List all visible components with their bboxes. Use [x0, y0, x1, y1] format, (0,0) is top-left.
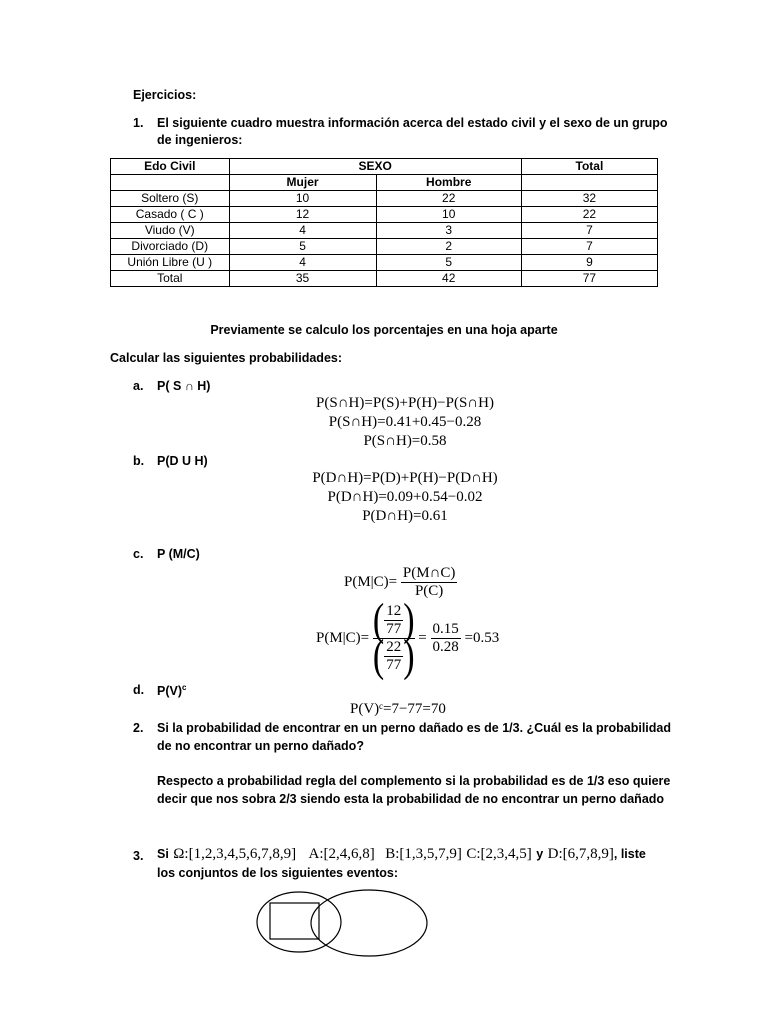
item-a-label: a. — [133, 379, 144, 393]
cell-mujer: 10 — [229, 191, 376, 207]
eq2-big-numerator: ( $\frac{12}{77}$ ) — [372, 594, 415, 645]
table-row — [111, 223, 658, 239]
exercise-1-text-line2: de ingenieros: — [157, 133, 243, 147]
item-c-label: c. — [133, 547, 144, 561]
eq2-big-denominator: ( $\frac{22}{77}$ ) — [372, 630, 415, 681]
item-a-eq2: P(S∩H)=0.41+0.45−0.28 — [328, 414, 482, 430]
item-b-label: b. — [133, 454, 145, 468]
cell-mujer: 4 — [229, 255, 376, 271]
item-b-eq2: P(D∩H)=0.09+0.54−0.02 — [327, 489, 483, 505]
table-row — [111, 239, 658, 255]
item-b-eq1: P(D∩H)=P(D)+P(H)−P(D∩H) — [312, 470, 498, 486]
venn-diagram — [250, 888, 440, 960]
item-c-text: P (M/C) — [157, 547, 200, 561]
header-civil: Edo Civil — [111, 159, 230, 175]
eq2-mid-num: 0.15 — [432, 621, 459, 637]
row-label: Unión Libre (U ) — [111, 255, 230, 271]
exercise-2-a-line2: decir que nos sobra 2/3 siendo esta la probabilidad de no encontrar un perno dañado — [157, 792, 665, 806]
header-empty — [521, 175, 657, 191]
f2-den: 77 — [386, 657, 402, 673]
cell-total: 7 — [521, 223, 657, 239]
item-a-text: P( S ∩ H) — [157, 379, 211, 393]
item-b-text: P(D U H) — [157, 454, 208, 468]
calc-title: Calcular las siguientes probabilidades: — [110, 351, 343, 365]
cell-total: 9 — [521, 255, 657, 271]
item-a-eq1: P(S∩H)=P(S)+P(H)−P(S∩H) — [316, 395, 494, 411]
row-label: Soltero (S) — [111, 191, 230, 207]
item-a-eq3: P(S∩H)=0.58 — [363, 433, 447, 449]
exercise-3-line1 — [157, 845, 646, 863]
table-row — [111, 255, 658, 271]
table-row — [111, 271, 658, 287]
eq1-lhs: P(M|C)= — [344, 574, 398, 590]
note-text: Previamente se calculo los porcentajes en una hoja aparte — [210, 323, 558, 337]
ex3-set-c: C:[2,3,4,5] — [466, 846, 532, 862]
page-heading: Ejercicios: — [133, 88, 197, 102]
eq1-denominator: P(C) — [414, 583, 444, 599]
row-label: Viudo (V) — [111, 223, 230, 239]
header-hombre: Hombre — [376, 175, 521, 191]
exercise-2-number: 2. — [133, 721, 144, 735]
eq2-mid-den: 0.28 — [432, 639, 459, 655]
cell-hombre: 3 — [376, 223, 521, 239]
cell-hombre: 5 — [376, 255, 521, 271]
exercise-2-q-line2: de no encontrar un perno dañado? — [157, 739, 364, 753]
ex3-set-a: A:[2,4,6,8] — [308, 846, 375, 862]
eq2-big-fraction — [372, 594, 415, 681]
table-row — [111, 191, 658, 207]
row-label: Total — [111, 271, 230, 287]
cell-total: 22 — [521, 207, 657, 223]
item-c-eq2: P(M|C)= ( $\frac{12}{77}$ ) ( $\frac{22}{77}$ ) = $\frac{0.15}{0.28}$ =0.53 — [316, 594, 500, 681]
item-d-sup: c — [182, 683, 187, 692]
header-mujer: Mujer — [229, 175, 376, 191]
table-row — [111, 207, 658, 223]
cell-mujer: 4 — [229, 223, 376, 239]
exercise-3-number: 3. — [133, 849, 144, 863]
eq2-mid-fraction — [431, 621, 461, 656]
cell-total: 77 — [521, 271, 657, 287]
ex3-tail: , liste — [613, 847, 646, 861]
row-label: Casado ( C ) — [111, 207, 230, 223]
eq2-lhs: P(M|C)= — [316, 630, 370, 646]
ex3-si: Si — [157, 847, 169, 861]
exercise-2-a-line1: Respecto a probabilidad regla del complemento si la probabilidad es de 1/3 eso quiere — [157, 774, 671, 788]
cell-hombre: 22 — [376, 191, 521, 207]
cell-hombre: 42 — [376, 271, 521, 287]
cell-hombre: 2 — [376, 239, 521, 255]
header-sexo: SEXO — [229, 159, 521, 175]
item-d-label: d. — [133, 683, 145, 697]
civil-status-table — [110, 158, 658, 287]
ex3-set-b: B:[1,3,5,7,9] — [385, 846, 462, 862]
row-label: Divorciado (D) — [111, 239, 230, 255]
eq2-result: =0.53 — [464, 630, 500, 646]
f1-den: 77 — [386, 621, 402, 637]
cell-mujer: 35 — [229, 271, 376, 287]
ex3-y: y — [536, 847, 544, 861]
exercise-3-line2: los conjuntos de los siguientes eventos: — [157, 866, 399, 880]
item-d-text-main: P(V) — [157, 684, 182, 699]
header-total: Total — [521, 159, 657, 175]
item-c-eq1 — [344, 565, 457, 600]
item-b-eq3: P(D∩H)=0.61 — [362, 508, 448, 524]
cell-mujer: 5 — [229, 239, 376, 255]
item-d-text — [157, 683, 186, 698]
eq1-numerator: P(M∩C) — [402, 565, 456, 581]
exercise-1-number: 1. — [133, 116, 144, 130]
f1-num: 12 — [386, 603, 402, 619]
f2-num: 22 — [386, 639, 402, 655]
cell-total: 32 — [521, 191, 657, 207]
venn-circle-right — [311, 890, 427, 956]
item-d-eq: P(V)ᶜ=7−77=70 — [350, 701, 446, 717]
cell-total: 7 — [521, 239, 657, 255]
cell-mujer: 12 — [229, 207, 376, 223]
exercise-2-q-line1: Si la probabilidad de encontrar en un perno dañado es de 1/3. ¿Cuál es la probabilidad — [157, 721, 671, 735]
exercise-1-text-line1: El siguiente cuadro muestra información acerca del estado civil y el sexo de un grupo — [157, 116, 668, 130]
ex3-omega: Ω:[1,2,3,4,5,6,7,8,9] — [173, 846, 297, 862]
ex3-set-d: D:[6,7,8,9] — [547, 846, 614, 862]
header-empty — [111, 175, 230, 191]
cell-hombre: 10 — [376, 207, 521, 223]
